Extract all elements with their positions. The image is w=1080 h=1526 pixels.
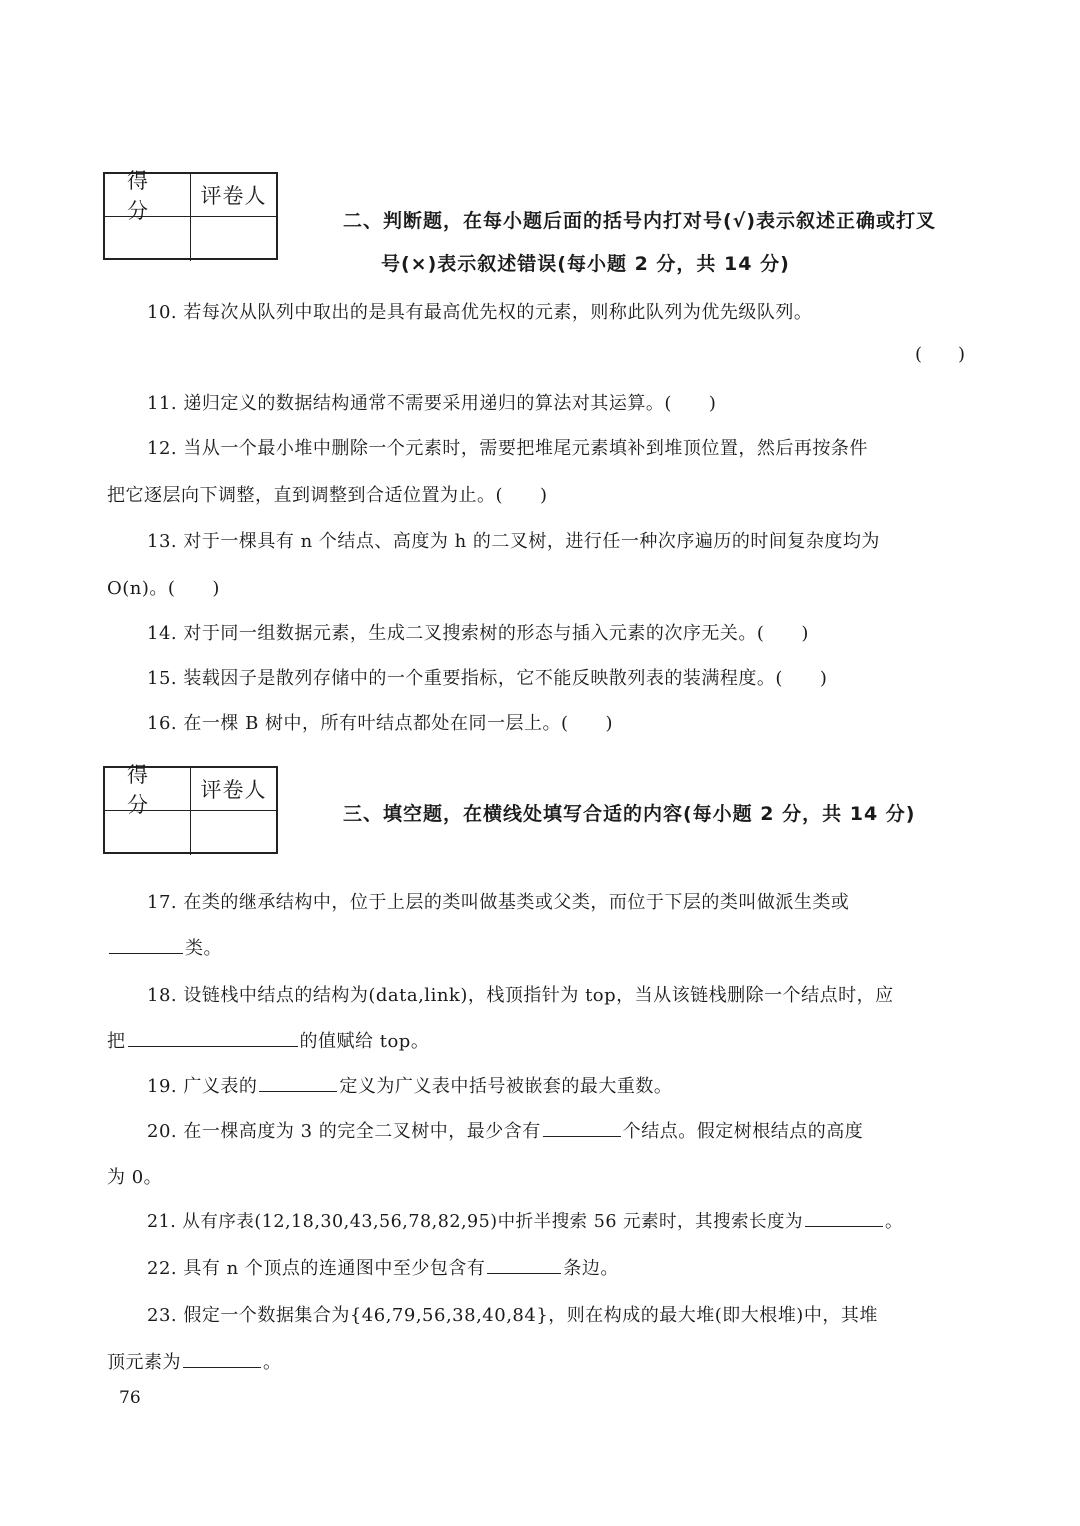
question-16: 16. 在一棵 B 树中，所有叶结点都处在同一层上。( ) — [147, 713, 614, 734]
question-18-line1: 18. 设链栈中结点的结构为(data,link)，栈顶指针为 top，当从该链栈删除一个结点时，应 — [147, 985, 894, 1006]
question-20-head: 20. 在一棵高度为 3 的完全二叉树中，最少含有 — [147, 1121, 541, 1142]
question-18-head: 把 — [107, 1031, 126, 1052]
fill-blank[interactable] — [128, 1045, 298, 1047]
score-label: 得 分 — [105, 174, 191, 216]
section3-heading: 三、填空题，在横线处填写合适的内容(每小题 2 分，共 14 分) — [343, 803, 916, 825]
fill-blank[interactable] — [183, 1366, 261, 1368]
question-20-tail: 个结点。假定树根结点的高度 — [622, 1121, 864, 1142]
section2-heading-line1: 二、判断题，在每小题后面的括号内打对号(√)表示叙述正确或打叉 — [343, 210, 937, 232]
question-22 — [147, 1254, 619, 1280]
question-11: 11. 递归定义的数据结构通常不需要采用递归的算法对其运算。( ) — [147, 393, 717, 414]
score-label: 得 分 — [105, 768, 191, 810]
grader-label: 评卷人 — [200, 184, 267, 208]
fill-blank[interactable] — [109, 952, 183, 954]
question-17-line1: 17. 在类的继承结构中，位于上层的类叫做基类或父类，而位于下层的类叫做派生类或 — [147, 892, 850, 913]
question-19-head: 19. 广义表的 — [147, 1076, 258, 1097]
question-10: 10. 若每次从队列中取出的是具有最高优先权的元素，则称此队列为优先级队列。 — [147, 302, 813, 323]
question-21-head: 21. 从有序表(12,18,30,43,56,78,82,95)中折半搜索 56 元素时，其搜索长度为 — [147, 1212, 804, 1232]
page-number: 76 — [119, 1388, 141, 1408]
question-18-line2 — [107, 1027, 429, 1053]
question-23-line1: 23. 假定一个数据集合为{46,79,56,38,40,84}，则在构成的最大堆(即大根堆)中，其堆 — [147, 1305, 878, 1326]
score-box-section3 — [103, 763, 278, 854]
question-12-line1: 12. 当从一个最小堆中删除一个元素时，需要把堆尾元素填补到堆顶位置，然后再按条件 — [147, 438, 868, 459]
question-19 — [147, 1072, 672, 1098]
question-12-line2: 把它逐层向下调整，直到调整到合适位置为止。( ) — [107, 485, 548, 506]
question-13-line2: O(n)。( ) — [107, 578, 220, 599]
fill-blank[interactable] — [805, 1225, 883, 1227]
question-17-line2 — [107, 934, 222, 960]
grader-cell — [191, 217, 276, 261]
question-10-paren: ( ) — [915, 344, 966, 365]
question-17-tail: 类。 — [185, 938, 222, 959]
question-22-tail: 条边。 — [563, 1258, 619, 1279]
score-box-section2 — [103, 169, 278, 260]
question-23-line2 — [107, 1348, 282, 1374]
score-cell — [105, 217, 191, 261]
question-21 — [147, 1208, 903, 1233]
question-21-tail: 。 — [885, 1212, 904, 1232]
score-cell — [105, 811, 191, 855]
question-20-line1 — [147, 1117, 863, 1143]
question-18-tail: 的值赋给 top。 — [299, 1031, 430, 1052]
question-19-tail: 定义为广义表中括号被嵌套的最大重数。 — [339, 1076, 673, 1097]
question-20-line2: 为 0。 — [107, 1167, 163, 1188]
section2-heading-line2: 号(×)表示叙述错误(每小题 2 分，共 14 分) — [381, 253, 790, 275]
grader-label: 评卷人 — [200, 778, 267, 802]
fill-blank[interactable] — [543, 1135, 621, 1137]
fill-blank[interactable] — [259, 1090, 337, 1092]
fill-blank[interactable] — [487, 1272, 561, 1274]
question-23-tail: 。 — [263, 1352, 282, 1373]
question-15: 15. 装载因子是散列存储中的一个重要指标，它不能反映散列表的装满程度。( ) — [147, 668, 828, 689]
question-22-head: 22. 具有 n 个顶点的连通图中至少包含有 — [147, 1258, 486, 1279]
grader-cell — [191, 811, 276, 855]
question-14: 14. 对于同一组数据元素，生成二叉搜索树的形态与插入元素的次序无关。( ) — [147, 623, 809, 644]
question-13-line1: 13. 对于一棵具有 n 个结点、高度为 h 的二叉树，进行任一种次序遍历的时间复杂度均为 — [147, 531, 880, 552]
question-23-head: 顶元素为 — [107, 1352, 181, 1373]
